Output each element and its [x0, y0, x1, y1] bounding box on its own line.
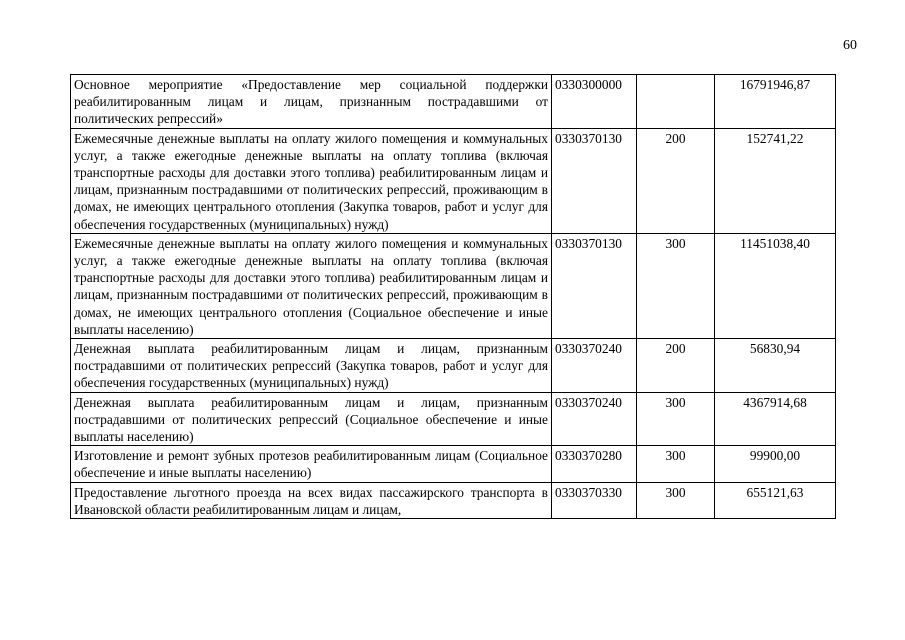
row-name-cell: Предоставление льготного проезда на всех видах пассажирского транспорта в Ивановской области реабилитированным лицам и лицам, [71, 482, 552, 518]
row-sum-cell: 16791946,87 [715, 75, 836, 129]
row-code-cell: 0330370280 [552, 446, 637, 482]
table-row [71, 75, 836, 129]
row-expense-type-cell: 300 [637, 482, 715, 518]
row-name-cell: Изготовление и ремонт зубных протезов реабилитированным лицам (Социальное обеспечение и иные выплаты населению) [71, 446, 552, 482]
row-expense-type-cell: 300 [637, 446, 715, 482]
table-row [71, 446, 836, 482]
row-sum-cell: 4367914,68 [715, 392, 836, 446]
row-sum-cell: 99900,00 [715, 446, 836, 482]
row-name-cell: Ежемесячные денежные выплаты на оплату жилого помещения и коммунальных услуг, а также ежегодные денежные выплаты на оплату топлива (включая транспортные расходы для доставки этого топлива) реабилитированным лицам и лицам, признанным пострадавшими от политических репрессий, проживающим в домах, не имеющих центрального отопления (Социальное обеспечение и иные выплаты населению) [71, 233, 552, 338]
row-sum-cell: 56830,94 [715, 339, 836, 393]
row-code-cell: 0330370130 [552, 128, 637, 233]
budget-table [70, 74, 836, 519]
row-expense-type-cell [637, 75, 715, 129]
row-code-cell: 0330370240 [552, 392, 637, 446]
row-expense-type-cell: 200 [637, 339, 715, 393]
table-row [71, 233, 836, 338]
row-name-cell: Ежемесячные денежные выплаты на оплату жилого помещения и коммунальных услуг, а также ежегодные денежные выплаты на оплату топлива (включая транспортные расходы для доставки этого топлива) реабилитированным лицам и лицам, признанным пострадавшими от политических репрессий, проживающим в домах, не имеющих центрального отопления (Закупка товаров, работ и услуг для обеспечения государственных (муниципальных) нужд) [71, 128, 552, 233]
row-code-cell: 0330370130 [552, 233, 637, 338]
row-name-cell: Денежная выплата реабилитированным лицам и лицам, признанным пострадавшими от политических репрессий (Закупка товаров, работ и услуг для обеспечения государственных (муниципальных) нужд) [71, 339, 552, 393]
table-row [71, 392, 836, 446]
row-name-cell: Основное мероприятие «Предоставление мер социальной поддержки реабилитированным лицам и лицам, признанным пострадавшими от политических репрессий» [71, 75, 552, 129]
row-code-cell: 0330370240 [552, 339, 637, 393]
row-expense-type-cell: 300 [637, 392, 715, 446]
row-sum-cell: 152741,22 [715, 128, 836, 233]
row-code-cell: 0330300000 [552, 75, 637, 129]
row-expense-type-cell: 200 [637, 128, 715, 233]
table-row [71, 482, 836, 518]
row-sum-cell: 11451038,40 [715, 233, 836, 338]
row-code-cell: 0330370330 [552, 482, 637, 518]
table-row [71, 339, 836, 393]
page-number: 60 [843, 38, 857, 53]
row-sum-cell: 655121,63 [715, 482, 836, 518]
table-row [71, 128, 836, 233]
row-name-cell: Денежная выплата реабилитированным лицам и лицам, признанным пострадавшими от политических репрессий (Социальное обеспечение и иные выплаты населению) [71, 392, 552, 446]
row-expense-type-cell: 300 [637, 233, 715, 338]
